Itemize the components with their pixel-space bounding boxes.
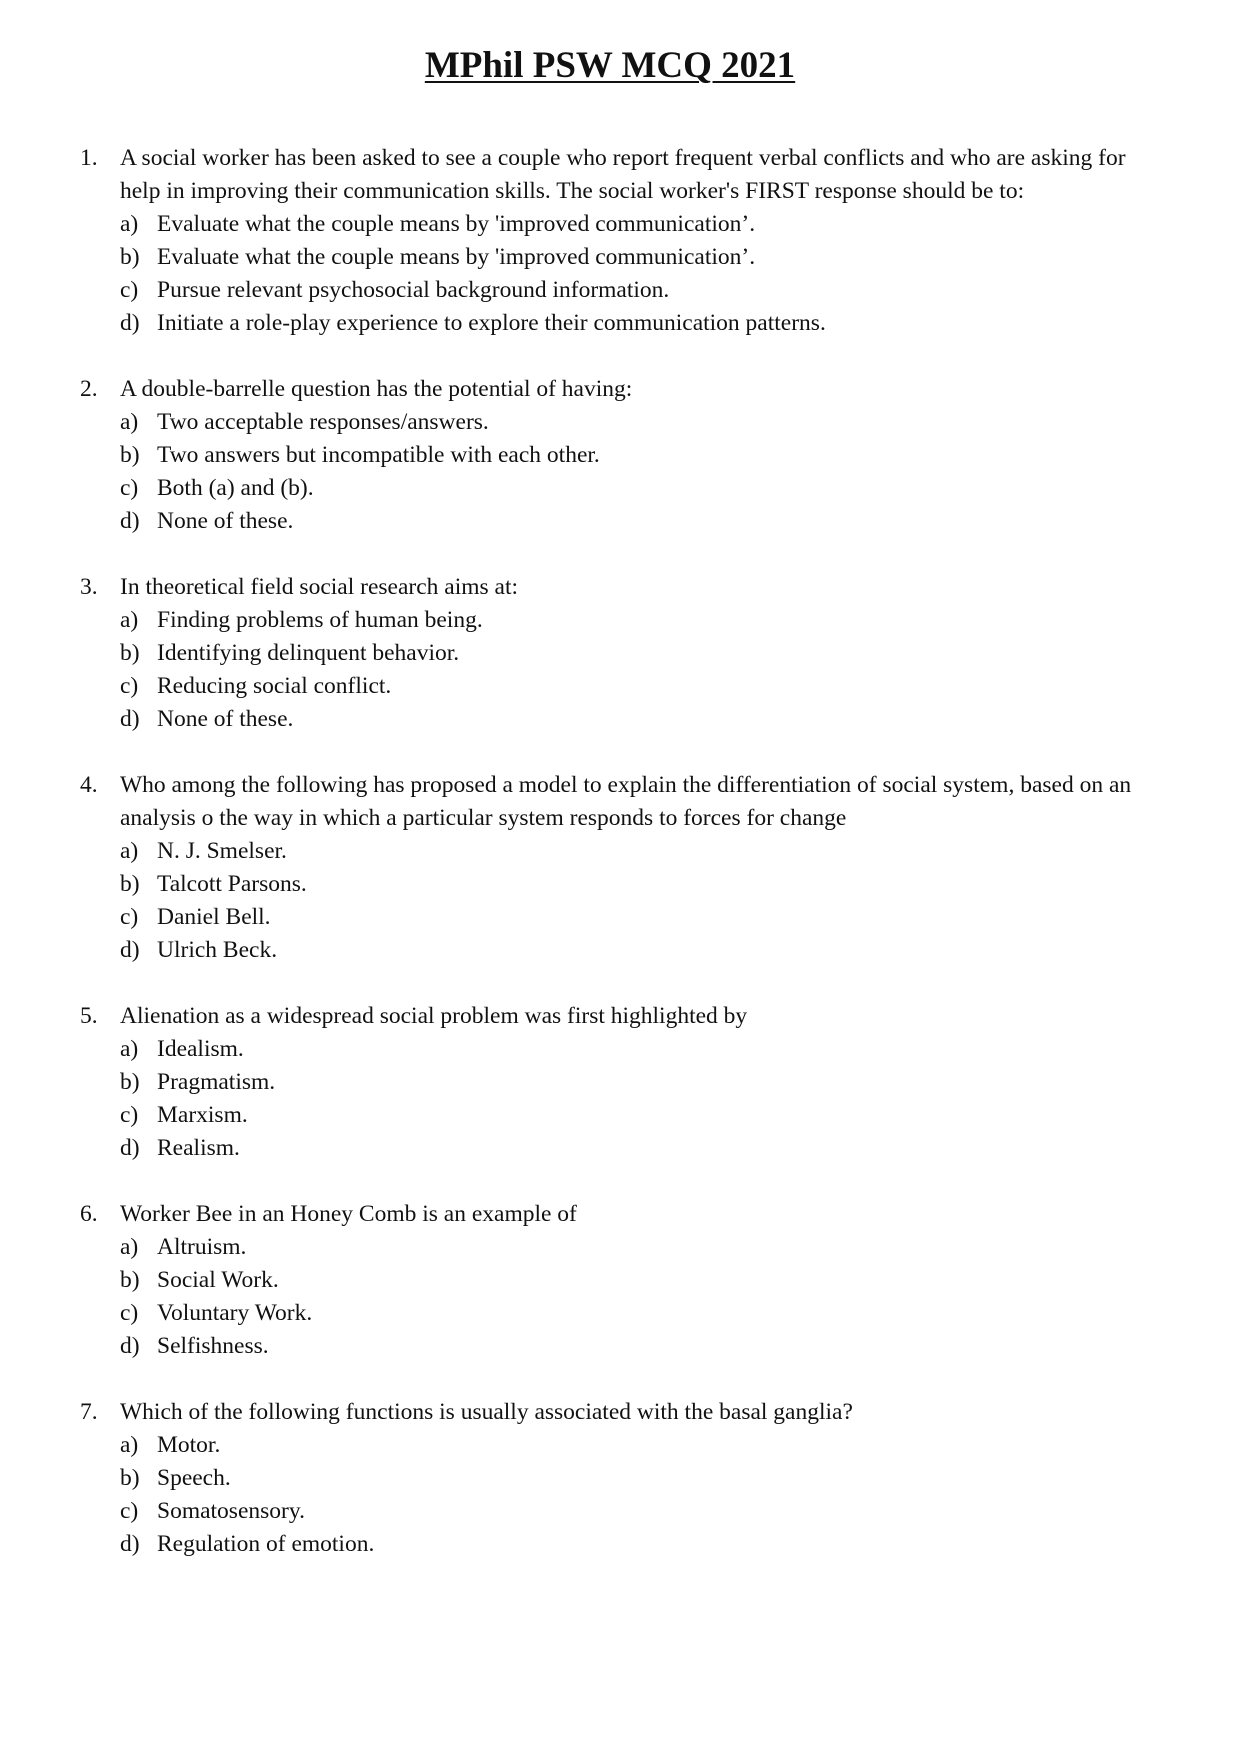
option-text: N. J. Smelser. [157,838,287,864]
option-item [120,1231,1170,1264]
option-text: Daniel Bell. [157,904,271,930]
option-item [120,1066,1170,1099]
option-letter: c) [120,673,139,699]
option-letter: d) [120,310,140,336]
option-list [80,406,1170,538]
question-1 [80,142,1170,340]
option-text: Selfishness. [157,1333,269,1359]
question-6 [80,1198,1170,1363]
option-letter: a) [120,1036,139,1062]
question-number: 7. [80,1399,98,1425]
option-letter: c) [120,277,139,303]
option-letter: b) [120,640,140,666]
question-text: A double-barrelle question has the potential of having: [120,376,633,402]
question-3 [80,571,1170,736]
option-text: None of these. [157,706,294,732]
question-7 [80,1396,1170,1561]
option-letter: c) [120,1300,139,1326]
option-text: Voluntary Work. [157,1300,313,1326]
option-text: Realism. [157,1135,240,1161]
question-number: 2. [80,376,98,402]
question-number: 3. [80,574,98,600]
option-item [120,307,1170,340]
option-letter: d) [120,1135,140,1161]
option-item [120,604,1170,637]
question-text: Alienation as a widespread social problem was first highlighted by [120,1003,748,1029]
question-number: 6. [80,1201,98,1227]
option-letter: b) [120,1465,140,1491]
option-text: Two answers but incompatible with each other. [157,442,600,468]
option-letter: c) [120,1102,139,1128]
option-item [120,1297,1170,1330]
option-item [120,1429,1170,1462]
option-list [80,1429,1170,1561]
option-text: Social Work. [157,1267,279,1293]
question-text: Who among the following has proposed a model to explain the differentiation of social system, based on an analysis o the way in which a particular system responds to forces for change [120,772,1132,831]
option-letter: b) [120,442,140,468]
question-stem [80,142,1170,208]
option-text: Ulrich Beck. [157,937,278,963]
question-stem [80,1000,1170,1033]
option-letter: a) [120,607,139,633]
option-item [120,637,1170,670]
question-number: 1. [80,145,98,171]
option-text: Pursue relevant psychosocial background information. [157,277,670,303]
option-text: Two acceptable responses/answers. [157,409,489,435]
option-letter: b) [120,244,140,270]
option-letter: b) [120,1267,140,1293]
option-list [80,835,1170,967]
option-letter: d) [120,508,140,534]
question-number: 4. [80,772,98,798]
option-item [120,208,1170,241]
question-5 [80,1000,1170,1165]
question-stem [80,571,1170,604]
option-letter: a) [120,838,139,864]
option-letter: a) [120,1234,139,1260]
question-stem [80,373,1170,406]
option-list [80,1231,1170,1363]
option-item [120,703,1170,736]
option-letter: d) [120,1531,140,1557]
question-2 [80,373,1170,538]
option-letter: c) [120,475,139,501]
option-item [120,670,1170,703]
question-text: Worker Bee in an Honey Comb is an example of [120,1201,577,1227]
question-4 [80,769,1170,967]
option-text: Speech. [157,1465,231,1491]
option-item [120,274,1170,307]
option-item [120,901,1170,934]
option-text: Reducing social conflict. [157,673,392,699]
option-letter: d) [120,937,140,963]
page-title: MPhil PSW MCQ 2021 [424,45,796,86]
option-text: None of these. [157,508,294,534]
option-letter: a) [120,1432,139,1458]
question-list [80,142,1170,1594]
option-text: Identifying delinquent behavior. [157,640,460,666]
option-text: Talcott Parsons. [157,871,307,897]
option-item [120,1264,1170,1297]
option-text: Marxism. [157,1102,248,1128]
question-text: In theoretical field social research aims at: [120,574,519,600]
option-letter: c) [120,1498,139,1524]
option-letter: b) [120,871,140,897]
question-text: Which of the following functions is usually associated with the basal ganglia? [120,1399,853,1425]
option-item [120,472,1170,505]
option-text: Altruism. [157,1234,247,1260]
option-text: Motor. [157,1432,221,1458]
option-text: Regulation of emotion. [157,1531,375,1557]
question-stem [80,1396,1170,1429]
option-item [120,1132,1170,1165]
option-list [80,1033,1170,1165]
option-list [80,604,1170,736]
option-item [120,241,1170,274]
option-text: Finding problems of human being. [157,607,483,633]
option-item [120,1462,1170,1495]
option-text: Evaluate what the couple means by 'improved communication’. [157,244,756,270]
option-item [120,868,1170,901]
option-item [120,439,1170,472]
option-text: Both (a) and (b). [157,475,314,501]
option-letter: b) [120,1069,140,1095]
option-text: Somatosensory. [157,1498,305,1524]
option-letter: d) [120,706,140,732]
question-stem [80,769,1170,835]
option-item [120,1099,1170,1132]
question-stem [80,1198,1170,1231]
option-text: Idealism. [157,1036,244,1062]
option-letter: d) [120,1333,140,1359]
option-letter: c) [120,904,139,930]
option-text: Pragmatism. [157,1069,276,1095]
option-item [120,1033,1170,1066]
option-letter: a) [120,211,139,237]
option-item [120,1495,1170,1528]
option-text: Initiate a role-play experience to explore their communication patterns. [157,310,826,336]
option-item [120,1330,1170,1363]
option-item [120,934,1170,967]
option-text: Evaluate what the couple means by 'improved communication’. [157,211,756,237]
option-letter: a) [120,409,139,435]
option-item [120,835,1170,868]
option-item [120,406,1170,439]
option-item [120,505,1170,538]
question-text: A social worker has been asked to see a couple who report frequent verbal conflicts and who are asking for help in improving their communication skills. The social worker's FIRST response should be to: [120,145,1126,204]
option-list [80,208,1170,340]
option-item [120,1528,1170,1561]
question-number: 5. [80,1003,98,1029]
